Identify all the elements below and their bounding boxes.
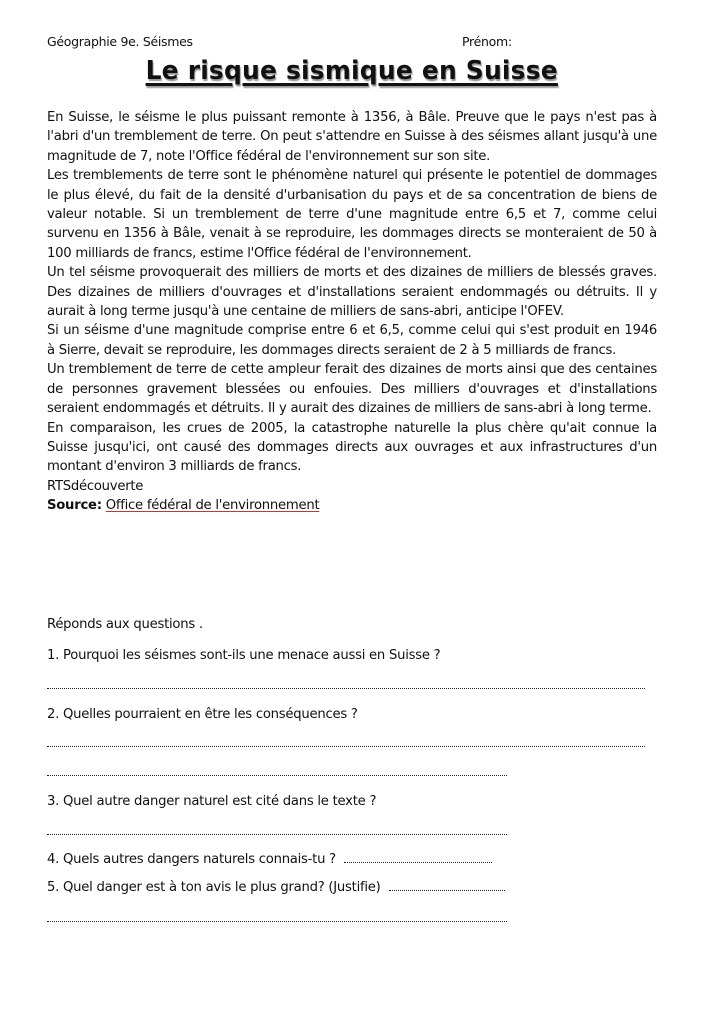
answer-line-2a[interactable] (47, 745, 645, 747)
credit-line: RTSdécouverte (47, 478, 144, 494)
question-text: Quels autres dangers naturels connais-tu ? (63, 852, 336, 867)
answer-line-5-inline[interactable] (389, 889, 505, 891)
questions-intro: Réponds aux questions . (47, 617, 203, 632)
subject-label: Géographie 9e. Séismes (47, 34, 193, 49)
page-title: Le risque sismique en Suisse (145, 56, 559, 86)
answer-line-2b[interactable] (47, 774, 507, 776)
title-container (47, 56, 657, 86)
question-5 (47, 880, 505, 895)
answer-line-5b[interactable] (47, 920, 507, 922)
question-number: 5. (47, 880, 60, 895)
paragraph-3: Un tel séisme provoquerait des milliers de morts et des dizaines de milliers de blessés graves. Des dizaines de milliers d'ouvrages et d'installations seraient endommagés ou détruits. Il y aurait à long terme jusqu'à une centaine de milliers de sans-abri, anticipe l'OFEV. (47, 265, 657, 320)
question-text: Quel danger est à ton avis le plus grand? (Justifie) (63, 880, 381, 895)
answer-line-4-inline[interactable] (344, 861, 492, 863)
article-text (47, 108, 657, 516)
answer-line-1a[interactable] (47, 687, 645, 689)
question-text: Quel autre danger naturel est cité dans le texte ? (63, 794, 377, 809)
question-number: 2. (47, 707, 60, 722)
question-text: Quelles pourraient en être les conséquences ? (63, 707, 358, 722)
paragraph-1: En Suisse, le séisme le plus puissant remonte à 1356, à Bâle. Preuve que le pays n'est pas à l'abri d'un tremblement de terre. On peut s'attendre en Suisse à des séismes allant jusqu'à une magnitude de 7, note l'Office fédéral de l'environnement sur son site. (47, 110, 657, 164)
answer-line-3a[interactable] (47, 833, 507, 835)
paragraph-5: Un tremblement de terre de cette ampleur ferait des dizaines de morts ainsi que des centaines de personnes gravement blessées ou enfouies. Des milliers d'ouvrages et d'installations seraient endommagés et détruits. Il y aurait des dizaines de milliers de sans-abri à long terme. (47, 362, 657, 417)
question-number: 3. (47, 794, 60, 809)
question-3 (47, 794, 376, 809)
source-link[interactable]: Office fédéral de l'environnement (105, 498, 320, 514)
question-number: 4. (47, 852, 60, 867)
question-4 (47, 852, 492, 867)
question-1 (47, 648, 440, 663)
source-label: Source: (47, 498, 102, 514)
worksheet-header (47, 34, 657, 52)
source-line (47, 496, 657, 515)
paragraph-4: Si un séisme d'une magnitude comprise entre 6 et 6,5, comme celui qui s'est produit en 1946 à Sierre, devait se reproduire, les dommages directs seraient de 2 à 5 milliards de francs. (47, 323, 657, 358)
paragraph-6: En comparaison, les crues de 2005, la catastrophe naturelle la plus chère qu'ait connue la Suisse jusqu'ici, ont causé des dommages directs aux ouvrages et aux infrastructures d'un montant d'environ 3 milliards de francs. (47, 420, 657, 475)
question-text: Pourquoi les séismes sont-ils une menace aussi en Suisse ? (63, 648, 441, 663)
question-2 (47, 707, 358, 722)
firstname-label: Prénom: (462, 34, 512, 49)
question-number: 1. (47, 648, 60, 663)
paragraph-2: Les tremblements de terre sont le phénomène naturel qui présente le potentiel de dommages le plus élevé, du fait de la densité d'urbanisation du pays et de sa concentration de biens de valeur notable. Si un tremblement de terre d'une magnitude entre 6,5 et 7, comme celui survenu en 1356 à Bâle, venait à se reproduire, les dommages directs se monteraient de 50 à 100 milliards de francs, estime l'Office fédéral de l'environnement. (47, 168, 657, 261)
